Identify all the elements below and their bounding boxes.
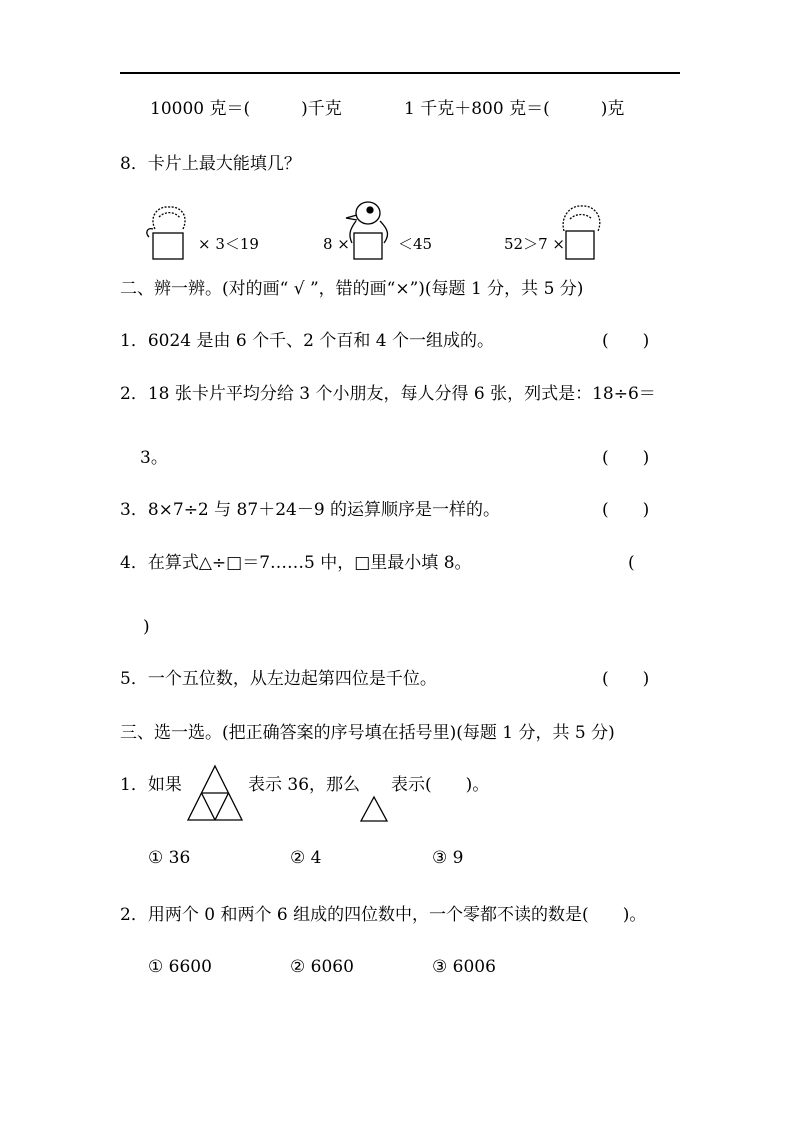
s2-item-4-paren-open: ( <box>628 553 635 573</box>
q7-left-text: 10000 克＝( )千克 <box>150 99 342 119</box>
s3-q1-option-2: ② 4 <box>290 848 322 868</box>
big-triangle-figure <box>186 764 244 822</box>
s2-item-4-paren-close: ) <box>143 617 150 637</box>
s3-q1-suffix: 表示( )。 <box>391 775 490 795</box>
s2-item-5: 5．一个五位数，从左边起第四位是千位。 <box>120 669 437 689</box>
s3-q1-prefix: 1．如果 <box>120 775 182 795</box>
card-figure-3 <box>558 203 604 261</box>
card-figure-2 <box>342 199 394 261</box>
card-figure-1 <box>145 203 193 261</box>
s2-item-2-paren: ( ) <box>602 448 650 468</box>
s2-item-2: 2．18 张卡片平均分给 3 个小朋友，每人分得 6 张，列式是：18÷6＝ <box>120 384 656 404</box>
top-rule <box>120 72 680 74</box>
s3-q2-option-1: ① 6600 <box>148 957 212 977</box>
card-2-right: ＜45 <box>398 235 433 253</box>
card-2-left: 8 × <box>323 235 350 253</box>
section2-heading: 二、辨一辨。(对的画“ √ ”，错的画“×”)(每题 1 分，共 5 分) <box>120 279 584 299</box>
s3-q2-text: 2．用两个 0 和两个 6 组成的四位数中，一个零都不读的数是( )。 <box>120 905 647 925</box>
s2-item-3-paren: ( ) <box>602 500 650 520</box>
s2-item-1: 1．6024 是由 6 个千、2 个百和 4 个一组成的。 <box>120 331 494 351</box>
s3-q1-option-3: ③ 9 <box>432 848 464 868</box>
s2-item-2-cont: 3。 <box>140 448 168 468</box>
s3-q2-option-2: ② 6060 <box>290 957 354 977</box>
card-1-right: × 3＜19 <box>198 235 259 253</box>
s2-item-4: 4．在算式△÷□＝7……5 中，□里最小填 8。 <box>120 553 472 573</box>
q7-right-text: 1 千克＋800 克＝( )克 <box>404 99 625 119</box>
s3-q1-mid: 表示 36，那么 <box>248 775 361 795</box>
card-3-left: 52＞7 × <box>504 235 565 253</box>
s3-q2-option-3: ③ 6006 <box>432 957 496 977</box>
small-triangle-figure <box>359 795 389 823</box>
s2-item-1-paren: ( ) <box>602 331 650 351</box>
section3-heading: 三、选一选。(把正确答案的序号填在括号里)(每题 1 分，共 5 分) <box>120 723 615 743</box>
s3-q1-option-1: ① 36 <box>148 848 191 868</box>
q8-title: 8．卡片上最大能填几？ <box>120 154 301 174</box>
s2-item-3: 3．8×7÷2 与 87＋24－9 的运算顺序是一样的。 <box>120 500 501 520</box>
s2-item-5-paren: ( ) <box>602 669 650 689</box>
